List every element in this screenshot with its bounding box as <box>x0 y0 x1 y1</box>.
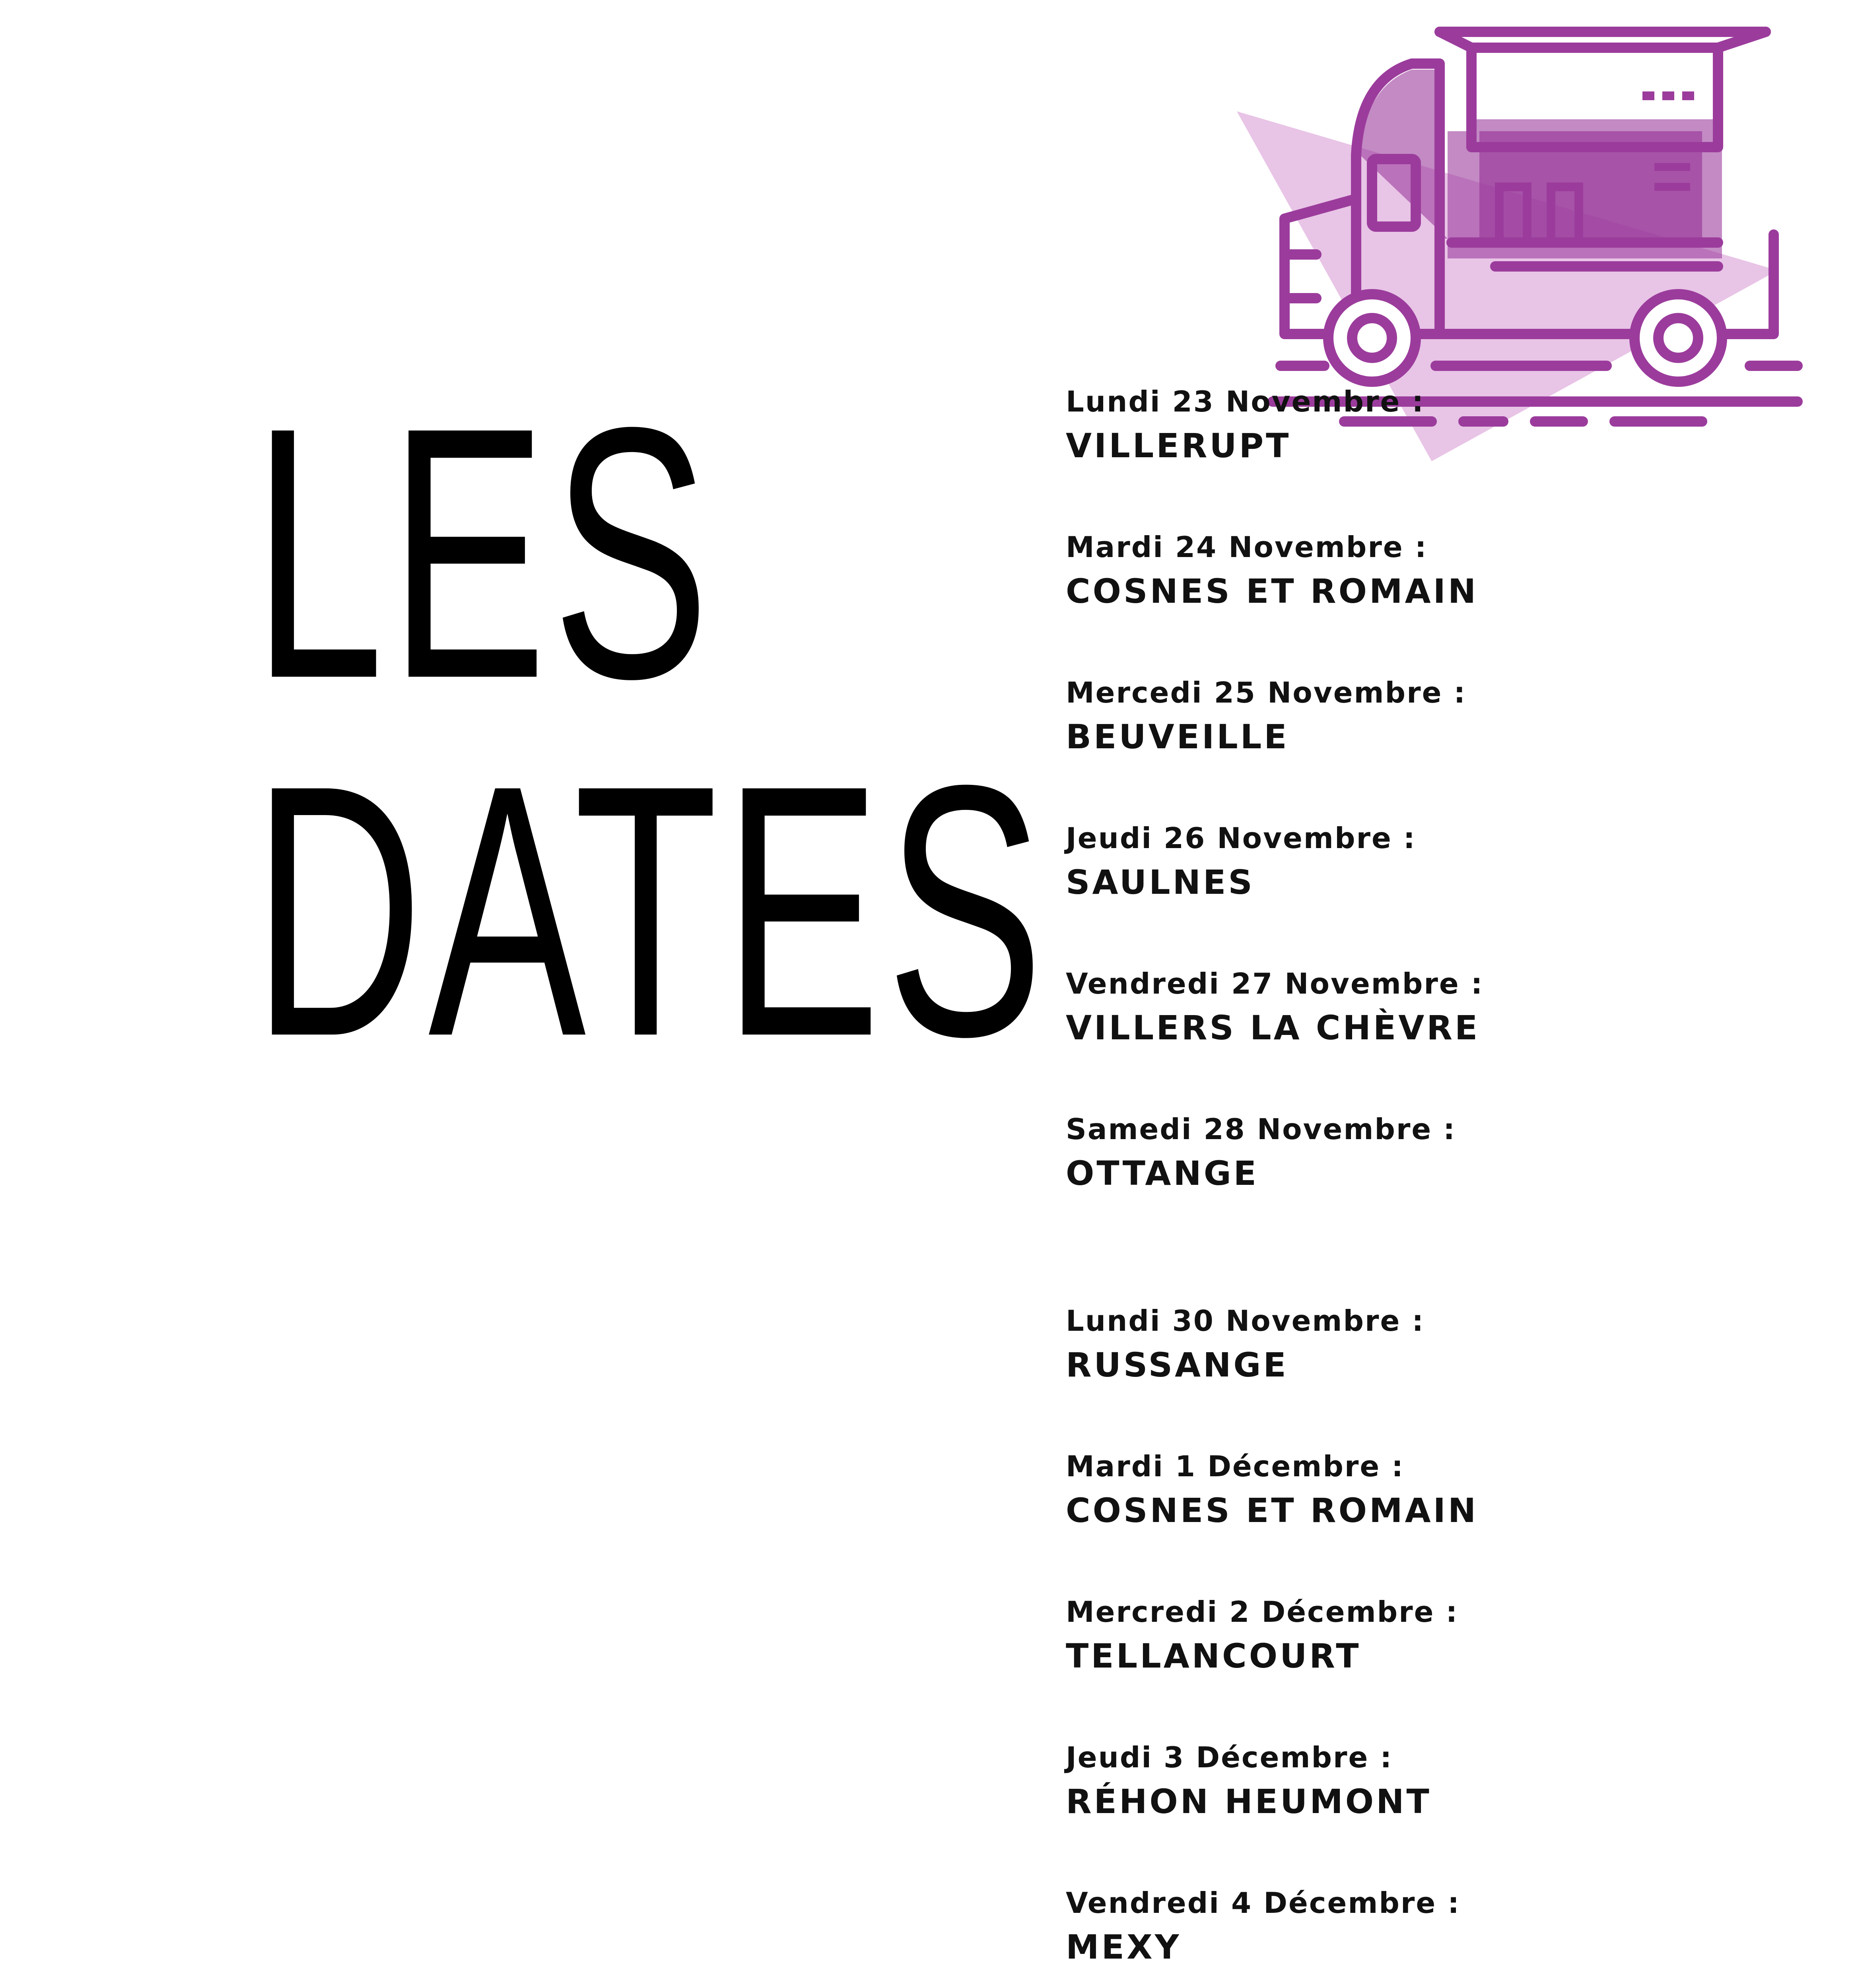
event-item <box>1066 1740 1553 1885</box>
event-location: RUSSANGE <box>1066 1345 1289 1384</box>
event-item <box>1066 675 1553 820</box>
event-date: Jeudi 3 Décembre : <box>1066 1741 1393 1774</box>
event-date: Vendredi 4 Décembre : <box>1066 1886 1461 1920</box>
event-location: COSNES ET ROMAIN <box>1066 572 1479 611</box>
event-date: Mercedi 25 Novembre : <box>1066 676 1467 709</box>
title-line-2: DATES <box>253 711 1049 1110</box>
event-item <box>1066 529 1553 675</box>
title-line-1: LES <box>253 353 715 753</box>
event-item <box>1066 384 1553 529</box>
event-date: Mardi 24 Novembre : <box>1066 530 1428 564</box>
event-location: OTTANGE <box>1066 1154 1259 1193</box>
event-date: Mercredi 2 Décembre : <box>1066 1595 1459 1629</box>
event-date: Vendredi 27 Novembre : <box>1066 967 1484 1000</box>
event-location: TELLANCOURT <box>1066 1637 1361 1675</box>
event-date: Lundi 30 Novembre : <box>1066 1304 1425 1338</box>
event-item <box>1066 1111 1553 1257</box>
event-location: COSNES ET ROMAIN <box>1066 1491 1479 1530</box>
event-date: Samedi 28 Novembre : <box>1066 1112 1456 1146</box>
event-date: Mardi 1 Décembre : <box>1066 1450 1405 1483</box>
event-list <box>1066 384 1553 1988</box>
event-date: Jeudi 26 Novembre : <box>1066 821 1416 855</box>
event-date: Lundi 23 Novembre : <box>1066 385 1425 418</box>
event-location: VILLERS LA CHÈVRE <box>1066 1008 1480 1047</box>
event-item <box>1066 966 1553 1111</box>
event-item <box>1066 1303 1553 1448</box>
event-location: VILLERUPT <box>1066 426 1291 465</box>
event-location: MEXY <box>1066 1928 1182 1967</box>
event-location: BEUVEILLE <box>1066 717 1289 756</box>
event-item <box>1066 1594 1553 1740</box>
event-item <box>1066 820 1553 966</box>
event-item <box>1066 1448 1553 1594</box>
event-item <box>1066 1885 1553 1988</box>
event-location: SAULNES <box>1066 863 1255 902</box>
event-location: RÉHON HEUMONT <box>1066 1782 1432 1821</box>
